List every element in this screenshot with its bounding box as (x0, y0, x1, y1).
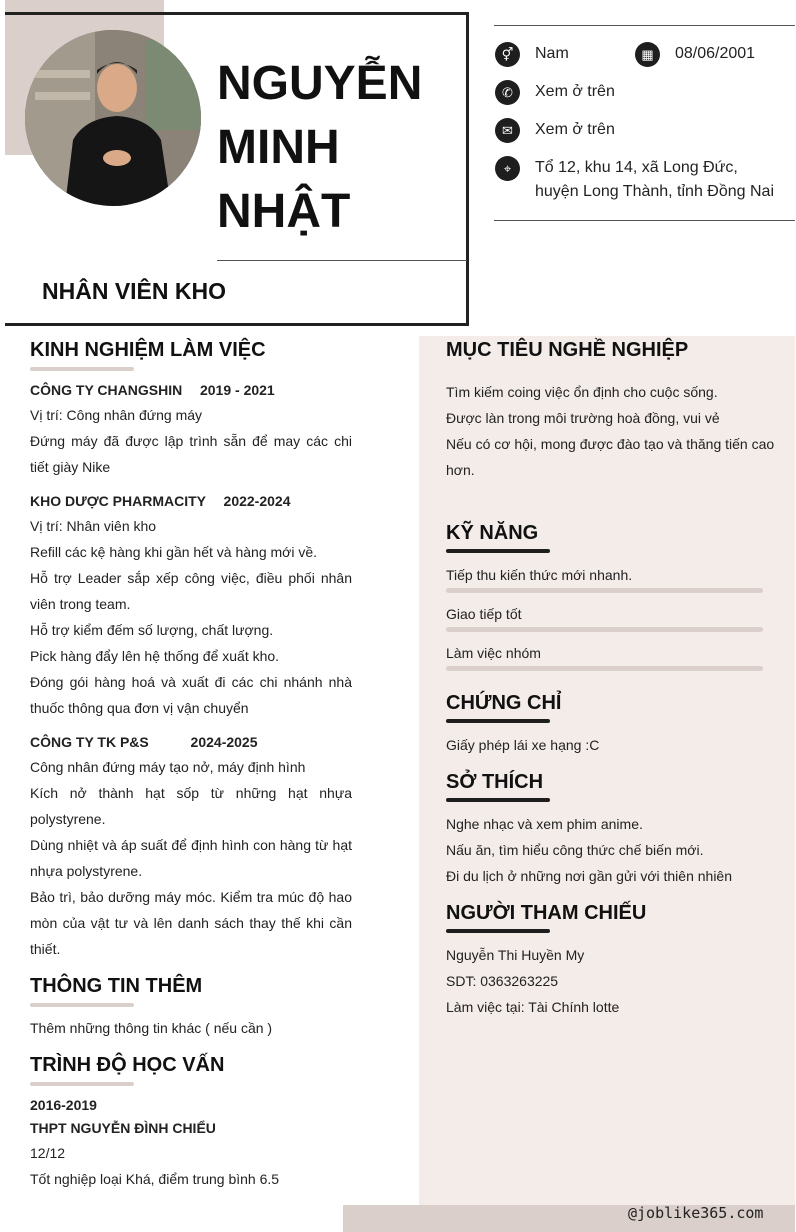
skills-title: KỸ NĂNG (446, 522, 539, 544)
job-1-line: Vị trí: Công nhân đứng máy (30, 407, 203, 423)
reference-workplace: Làm việc tại: Tài Chính lotte (446, 999, 620, 1015)
hobby-item: Nghe nhạc và xem phim anime. (446, 816, 643, 832)
name-line-3: NHẬT (217, 185, 351, 238)
job-2-line: Đóng gói hàng hoá và xuất đi các chi nhánh nhà thuốc thông qua đơn vị vận chuyển (30, 674, 352, 716)
phone-value: Xem ở trên (535, 83, 615, 100)
references-title: NGƯỜI THAM CHIẾU (446, 902, 647, 924)
job-2-line: Vị trí: Nhân viên kho (30, 518, 157, 534)
contact-address (495, 156, 774, 204)
education-grade: 12/12 (30, 1145, 66, 1161)
location-icon: ⌖ (495, 156, 520, 181)
objective-title: MỤC TIÊU NGHỀ NGHIỆP (446, 339, 689, 361)
hobbies-underline (446, 798, 550, 802)
objective-line: Tìm kiếm coing việc ổn định cho cuộc sống. (446, 384, 718, 400)
education-underline (30, 1082, 134, 1086)
skill-label: Giao tiếp tốt (446, 606, 522, 622)
hobby-item: Đi du lịch ở những nơi gần gửi với thiên nhiên (446, 868, 733, 884)
certificates-underline (446, 719, 550, 723)
name-line-2: MINH (217, 121, 340, 174)
skill-label: Tiếp thu kiến thức mới nhanh. (446, 567, 633, 583)
job-2-line: Pick hàng đẩy lên hệ thống để xuất kho. (30, 648, 280, 664)
reference-name: Nguyễn Thi Huyền My (446, 947, 585, 963)
job-2-line: Refill các kệ hàng khi gần hết và hàng mới về. (30, 544, 318, 560)
education-result: Tốt nghiệp loại Khá, điểm trung bình 6.5 (30, 1171, 280, 1187)
job-3-line: Công nhân đứng máy tạo nở, máy định hình (30, 759, 306, 775)
gender-value: Nam (535, 45, 569, 62)
certificate-item: Giấy phép lái xe hạng :C (446, 737, 600, 753)
job-3-line: Kích nở thành hạt sốp từ những hạt nhựa polystyrene. (30, 785, 352, 827)
calendar-icon: ▦ (635, 42, 660, 67)
contact-phone (495, 80, 615, 105)
contact-email (495, 118, 615, 143)
job-2-company: KHO DƯỢC PHARMACITY (30, 493, 206, 509)
phone-icon: ✆ (495, 80, 520, 105)
profile-photo-image (25, 30, 201, 206)
skill-bar (446, 666, 763, 671)
address-line-2: huyện Long Thành, tỉnh Đồng Nai (535, 183, 774, 200)
job-3-line: Bảo trì, bảo dưỡng máy móc. Kiểm tra múc độ hao mòn của vật tư và lên danh sách thay thế khi cần thiết. (30, 889, 352, 957)
profile-photo (25, 30, 201, 206)
job-1-period: 2019 - 2021 (199, 382, 275, 398)
references-underline (446, 929, 550, 933)
experience-underline (30, 367, 134, 371)
email-value: Xem ở trên (535, 121, 615, 138)
hobbies-title: SỞ THÍCH (446, 771, 544, 793)
hobby-item: Nấu ăn, tìm hiểu công thức chế biến mới. (446, 842, 704, 858)
mail-icon: ✉ (495, 118, 520, 143)
education-title: TRÌNH ĐỘ HỌC VẤN (30, 1054, 225, 1076)
extra-info-underline (30, 1003, 134, 1007)
contact-gender (495, 42, 569, 67)
objective-line: Được làn trong môi trường hoà đồng, vui vẻ (446, 410, 720, 426)
extra-info-title: THÔNG TIN THÊM (30, 975, 203, 997)
job-1-line: Đứng máy đã được lập trình sẵn để may các chi tiết giày Nike (30, 433, 352, 475)
objective-line: Nếu có cơ hội, mong được đào tạo và thăng tiến cao hơn. (446, 436, 775, 478)
footer-watermark: @joblike365.com (628, 1204, 764, 1222)
job-2-heading (30, 488, 290, 514)
job-1-heading (30, 377, 275, 403)
job-3-line: Dùng nhiệt và áp suất để định hình con hàng từ hạt nhựa polystyrene. (30, 837, 352, 879)
certificates-title: CHỨNG CHỈ (446, 692, 562, 714)
skills-underline (446, 549, 550, 553)
experience-title: KINH NGHIỆM LÀM VIỆC (30, 339, 266, 361)
name-divider (217, 260, 467, 261)
job-3-period: 2024-2025 (190, 734, 258, 750)
job-2-line: Hỗ trợ kiểm đếm số lượng, chất lượng. (30, 622, 274, 638)
address-value (535, 156, 774, 204)
address-line-1: Tổ 12, khu 14, xã Long Đức, (535, 159, 738, 176)
contact-birthday (635, 42, 755, 67)
skill-label: Làm việc nhóm (446, 645, 541, 661)
extra-info-text: Thêm những thông tin khác ( nếu cần ) (30, 1020, 273, 1036)
skill-bar (446, 627, 763, 632)
job-1-company: CÔNG TY CHANGSHIN (30, 382, 183, 398)
job-2-line: Hỗ trợ Leader sắp xếp công việc, điều phối nhân viên trong team. (30, 570, 352, 612)
name-line-1: NGUYỄN (217, 57, 423, 110)
skill-bar (446, 588, 763, 593)
job-title: NHÂN VIÊN KHO (42, 278, 227, 304)
job-3-company: CÔNG TY TK P&S (30, 734, 149, 750)
education-school: THPT NGUYỄN ĐÌNH CHIỂU (30, 1120, 216, 1136)
candidate-name (217, 52, 462, 244)
job-2-period: 2022-2024 (223, 493, 291, 509)
education-period: 2016-2019 (30, 1097, 97, 1113)
job-3-heading (30, 729, 258, 755)
gender-icon: ⚥ (495, 42, 520, 67)
birthday-value: 08/06/2001 (675, 45, 756, 62)
reference-phone: SDT: 0363263225 (446, 973, 559, 989)
